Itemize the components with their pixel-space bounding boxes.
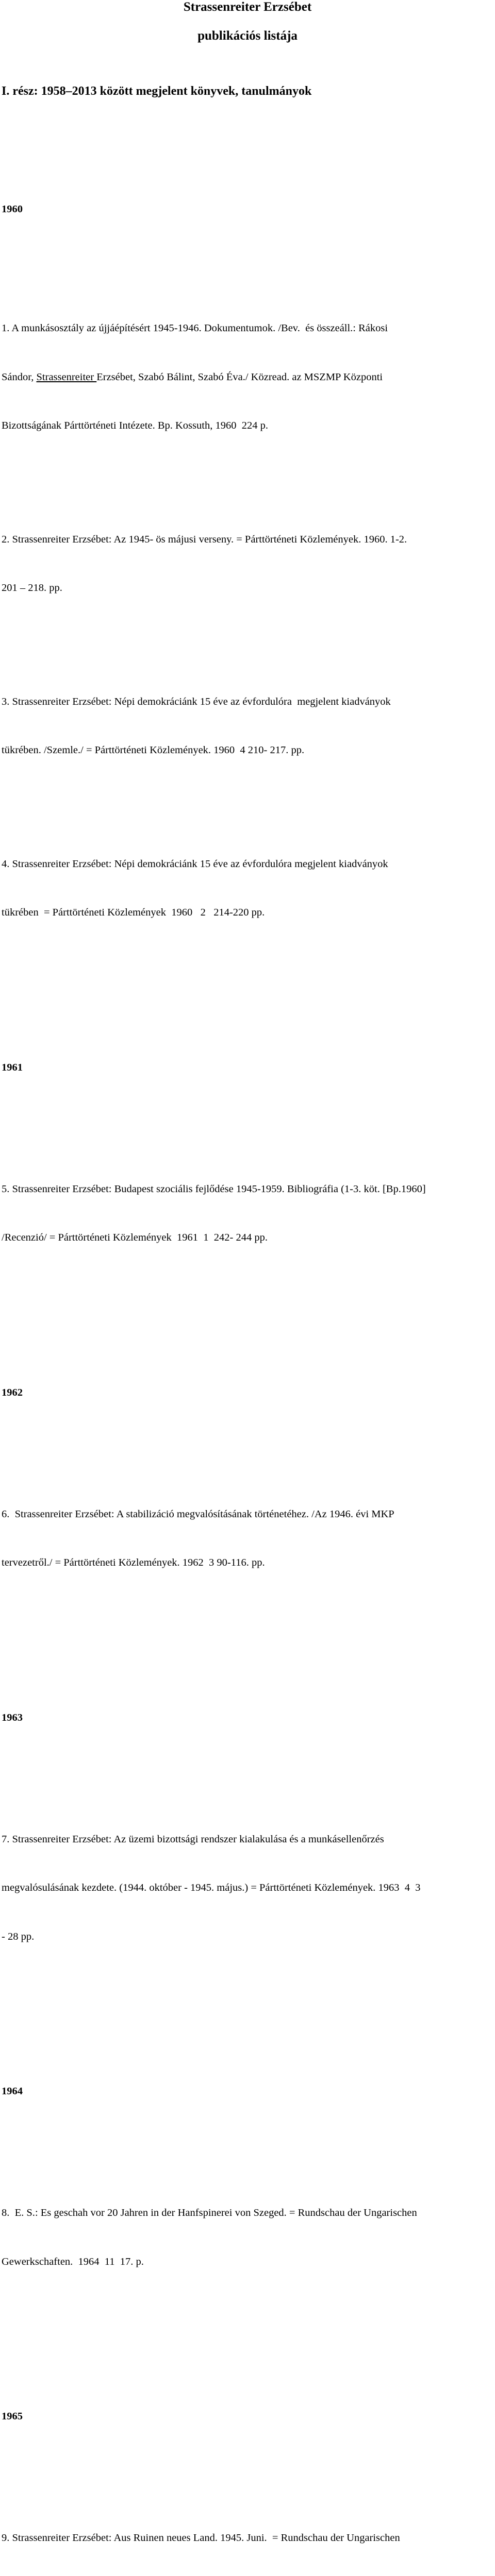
entry-text: /Recenzió/ = Párttörténeti Közlemények 1961 1 242- 244 pp.	[2, 1232, 268, 1243]
entry-author: E. S.	[9, 2207, 35, 2218]
part-heading: I. rész: 1958–2013 között megjelent könyvek, tanulmányok	[2, 84, 312, 98]
entry-text: tükrében = Párttörténeti Közlemények 1960 2 214-220 pp.	[2, 907, 265, 918]
entry-text: : Budapest szociális fejlődése 1945-1959. Bibliográfia (1-3. köt. [Bp.1960]	[108, 1183, 426, 1195]
year-heading-1964: 1964	[2, 2086, 23, 2097]
entry-text: : Az 1945- ös májusi verseny. = Párttörténeti Közlemények. 1960. 1-2.	[108, 533, 407, 545]
year-heading-1963: 1963	[2, 1711, 23, 1723]
entry-text: 201 – 218. pp.	[2, 582, 62, 594]
entry-author: Strassenreiter Erzsébet	[9, 1183, 109, 1195]
entry-3	[2, 662, 494, 791]
entry-text: tükrében. /Szemle./ = Párttörténeti Közlemények. 1960 4 210- 217. pp.	[2, 744, 305, 756]
year-heading-1961: 1961	[2, 1061, 23, 1073]
entry-text: Bizottságának Párttörténeti Intézete. Bp. Kossuth, 1960 224 p.	[2, 420, 268, 431]
entry-text: : Népi demokráciánk 15 éve az évfordulóra megjelent kiadványok	[108, 858, 388, 870]
entry-author: Strassenreiter Erzsébet	[9, 533, 109, 545]
entry-number: 8.	[2, 2207, 10, 2218]
entry-text: A munkásosztály az újjáépítésért 1945-1946. Dokumentumok. /Bev. és összeáll.: Rákosi	[9, 323, 388, 334]
entry-1	[2, 288, 494, 467]
entry-number: 6.	[2, 1508, 10, 1520]
entry-author: Strassenreiter Erzsébet	[9, 696, 109, 707]
entry-author: Strassenreiter Erzsébet	[9, 858, 109, 870]
entry-author: Strassenreiter Erzsébet	[9, 1833, 109, 1845]
entry-2	[2, 499, 494, 629]
entry-text: tervezetről./ = Párttörténeti Közlemények. 1962 3 90-116. pp.	[2, 1557, 265, 1568]
entry-text: megvalósulásának kezdete. (1944. október - 1945. május.) = Párttörténeti Közlemények. 1963 4 3	[2, 1882, 421, 1893]
entry-number: 1.	[2, 323, 10, 334]
document-subtitle: publikációs listája	[197, 29, 298, 43]
document-title: Strassenreiter Erzsébet	[183, 0, 312, 14]
entry-text: - 28 pp.	[2, 1930, 35, 1942]
entry-7	[2, 1799, 494, 1978]
entry-text: : Népi demokráciánk 15 éve az évfordulóra megjelent kiadványok	[108, 696, 391, 707]
entry-author: Strassenreiter Erzsébet	[9, 1508, 111, 1520]
entry-text: Sándor,	[2, 371, 37, 383]
entry-number: 2.	[2, 533, 10, 545]
entry-text: : Az üzemi bizottsági rendszer kialakulása és a munkásellenőrzés	[108, 1833, 384, 1845]
entry-5	[2, 1149, 494, 1279]
publication-list	[2, 137, 494, 2576]
entry-number: 7.	[2, 1833, 10, 1845]
entry-text: : A stabilizáció megvalósításának történetéhez. /Az 1946. évi MKP	[111, 1508, 394, 1520]
entry-number: 3.	[2, 696, 10, 707]
year-heading-1965: 1965	[2, 2411, 23, 2422]
entry-text: : Es geschah vor 20 Jahren in der Hanfspinerei von Szeged. = Rundschau der Ungarischen	[35, 2207, 417, 2218]
entry-number: 5.	[2, 1183, 10, 1195]
entry-8	[2, 2173, 494, 2302]
year-heading-1962: 1962	[2, 1386, 23, 1398]
year-heading-1960: 1960	[2, 204, 23, 215]
entry-4	[2, 824, 494, 954]
entry-number: 4.	[2, 858, 10, 870]
entry-text: Erzsébet, Szabó Bálint, Szabó Éva./ Közread. az MSZMP Központi	[96, 371, 383, 383]
underlined-author: Strassenreiter	[36, 371, 97, 383]
entry-text: Gewerkschaften. 1964 11 17. p.	[2, 2256, 144, 2267]
entry-author: Strassenreiter Erzsébet	[9, 2532, 109, 2544]
entry-number: 9.	[2, 2532, 10, 2544]
entry-9	[2, 2498, 494, 2576]
entry-6	[2, 1474, 494, 1604]
entry-text: : Aus Ruinen neues Land. 1945. Juni. = Rundschau der Ungarischen	[108, 2532, 400, 2544]
